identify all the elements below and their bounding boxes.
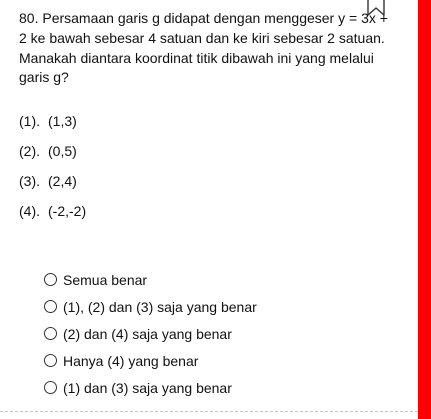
answer-option-c[interactable] [44, 320, 257, 347]
answer-option-b[interactable] [44, 293, 257, 320]
option-label: Hanya (4) yang benar [63, 352, 199, 369]
statement-label: (3). [19, 173, 40, 189]
radio-button[interactable] [44, 381, 57, 394]
option-label: (2) dan (4) saja yang benar [63, 325, 232, 342]
accent-side-bar [418, 0, 431, 419]
statement-value: (0,5) [48, 143, 77, 159]
option-label: (1), (2) dan (3) saja yang benar [63, 298, 257, 315]
question-text [19, 9, 399, 88]
radio-button[interactable] [44, 354, 57, 367]
statement-value: (2,4) [48, 173, 77, 189]
answer-option-d[interactable] [44, 347, 257, 374]
answer-options [44, 266, 257, 401]
radio-button[interactable] [44, 273, 57, 286]
statement-item [19, 141, 86, 171]
statement-item [19, 201, 86, 231]
answer-option-a[interactable] [44, 266, 257, 293]
statement-label: (1). [19, 113, 40, 129]
answer-option-e[interactable] [44, 374, 257, 401]
question-number: 80. [19, 10, 39, 26]
option-label: (1) dan (3) saja yang benar [63, 379, 232, 396]
radio-button[interactable] [44, 327, 57, 340]
statement-label: (2). [19, 143, 40, 159]
statement-item [19, 111, 86, 141]
statement-value: (-2,-2) [48, 203, 87, 219]
option-label: Semua benar [63, 271, 148, 288]
statement-label: (4). [19, 203, 40, 219]
statement-item [19, 171, 86, 201]
divider [0, 411, 418, 412]
statement-value: (1,3) [48, 113, 77, 129]
question-body: Persamaan garis g didapat dengan menggeser y = 3x + 2 ke bawah sebesar 4 satuan dan ke kiri sebesar 2 satuan. Manakah diantara koordinat titik dibawah ini yang melalui garis g? [19, 10, 388, 86]
radio-button[interactable] [44, 300, 57, 313]
statement-list [19, 111, 86, 231]
